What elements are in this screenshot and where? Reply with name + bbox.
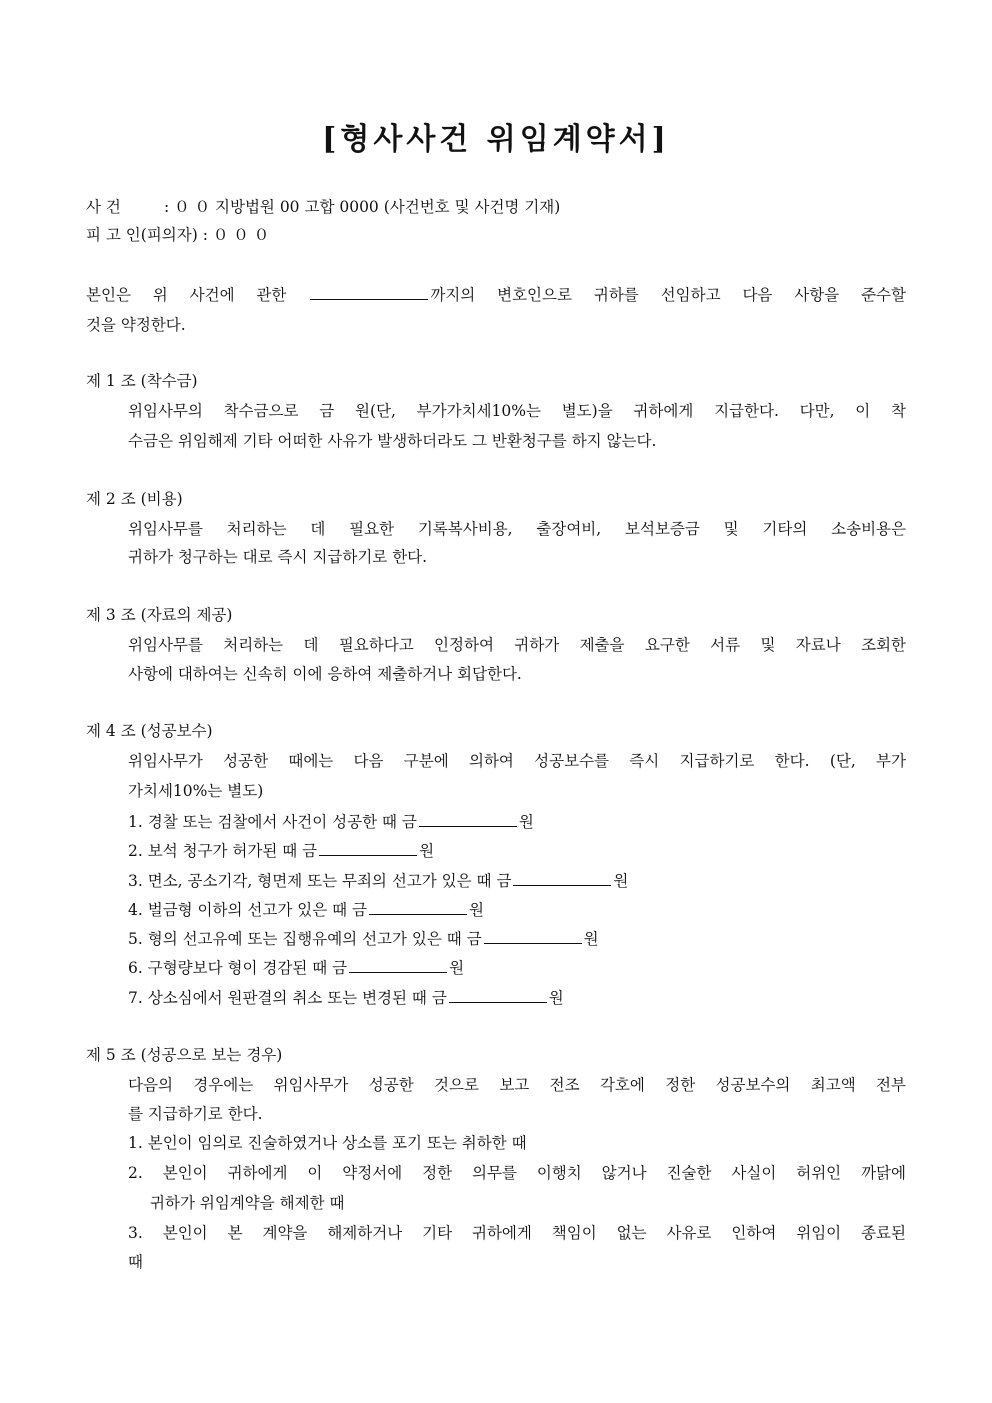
fee-item: 6. 구형량보다 형이 경감된 때 금 원 (128, 959, 465, 977)
intro-blank (310, 287, 428, 300)
success-item: 2. 본인이 귀하에게 이 약정서에 정한 의무를 이행치 않거나 진술한 사실이 허위인 까닭에 (128, 1164, 906, 1182)
fee-item: 2. 보석 청구가 허가된 때 금 원 (128, 842, 435, 860)
intro-line-1 (86, 280, 906, 310)
fee-blank (449, 990, 547, 1003)
article-text: 를 지급하기로 한다. (128, 1105, 263, 1123)
fee-item: 5. 형의 선고유예 또는 집행유예의 선고가 있은 때 금 원 (128, 930, 599, 948)
fee-item: 3. 면소, 공소기각, 형면제 또는 무죄의 선고가 있은 때 금 원 (128, 872, 629, 890)
success-item-continuation: 귀하가 위임계약을 해제한 때 (150, 1194, 345, 1212)
fee-item: 7. 상소심에서 원판결의 취소 또는 변경된 때 금 원 (128, 989, 564, 1007)
article-text: 위임사무가 성공한 때에는 다음 구분에 의하여 성공보수를 즉시 지급하기로 한다. (단, 부가 (128, 752, 906, 770)
article-heading: 제 5 조 (성공으로 보는 경우) (86, 1046, 283, 1064)
success-item: 1. 본인이 임의로 진술하였거나 상소를 포기 또는 취하한 때 (128, 1134, 527, 1152)
success-item-continuation: 때 (128, 1253, 143, 1271)
article-heading: 제 1 조 (착수금) (86, 372, 198, 390)
defendant-label: 피 고 인(피의자) (86, 226, 198, 244)
article-text: 귀하가 청구하는 대로 즉시 지급하기로 한다. (128, 548, 428, 566)
fee-blank (319, 843, 417, 856)
document-title: [형사사건 위임계약서] (322, 122, 670, 157)
defendant-line (86, 228, 269, 244)
article-text: 사항에 대하여는 신속히 이에 응하여 제출하거나 회답한다. (128, 665, 522, 683)
article-heading: 제 3 조 (자료의 제공) (86, 606, 233, 624)
fee-blank (419, 814, 517, 827)
article-heading: 제 2 조 (비용) (86, 490, 183, 508)
fee-item: 4. 벌금형 이하의 선고가 있은 때 금 원 (128, 901, 484, 919)
article-text: 가치세10%는 별도) (128, 782, 264, 800)
case-label: 사 건 (86, 198, 121, 216)
fee-blank (349, 960, 447, 973)
article-text: 다음의 경우에는 위임사무가 성공한 것으로 보고 전조 각호에 정한 성공보수의 최고액 전부 (128, 1076, 906, 1094)
case-line (86, 200, 560, 216)
article-text: 수금은 위임해제 기타 어떠한 사유가 발생하더라도 그 반환청구를 하지 않는다. (128, 432, 657, 450)
article-text: 위임사무를 처리하는 데 필요한 기록복사비용, 출장여비, 보석보증금 및 기타의 소송비용은 (128, 520, 906, 538)
fee-blank (484, 931, 582, 944)
article-text: 위임사무를 처리하는 데 필요하다고 인정하여 귀하가 제출을 요구한 서류 및 자료나 조회한 (128, 636, 906, 654)
defendant-value: : ０ ０ ０ (202, 226, 270, 244)
fee-blank (369, 902, 467, 915)
success-item: 3. 본인이 본 계약을 해제하거나 기타 귀하에게 책임이 없는 사유로 인하여 위임이 종료된 (128, 1224, 906, 1242)
intro-text-before: 본인은 위 사건에 관한 (86, 286, 287, 304)
fee-blank (513, 873, 611, 886)
intro-text-after: 까지의 변호인으로 귀하를 선임하고 다음 사항을 준수할 (430, 286, 906, 304)
intro-line-2: 것을 약정한다. (86, 316, 186, 334)
article-text: 위임사무의 착수금으로 금 원(단, 부가가치세10%는 별도)을 귀하에게 지급한다. 다만, 이 착 (128, 402, 906, 420)
fee-item: 1. 경찰 또는 검찰에서 사건이 성공한 때 금 원 (128, 813, 534, 831)
case-value: : ０ ０ 지방법원 00 고합 0000 (사건번호 및 사건명 기재) (164, 198, 561, 216)
article-heading: 제 4 조 (성공보수) (86, 722, 213, 740)
